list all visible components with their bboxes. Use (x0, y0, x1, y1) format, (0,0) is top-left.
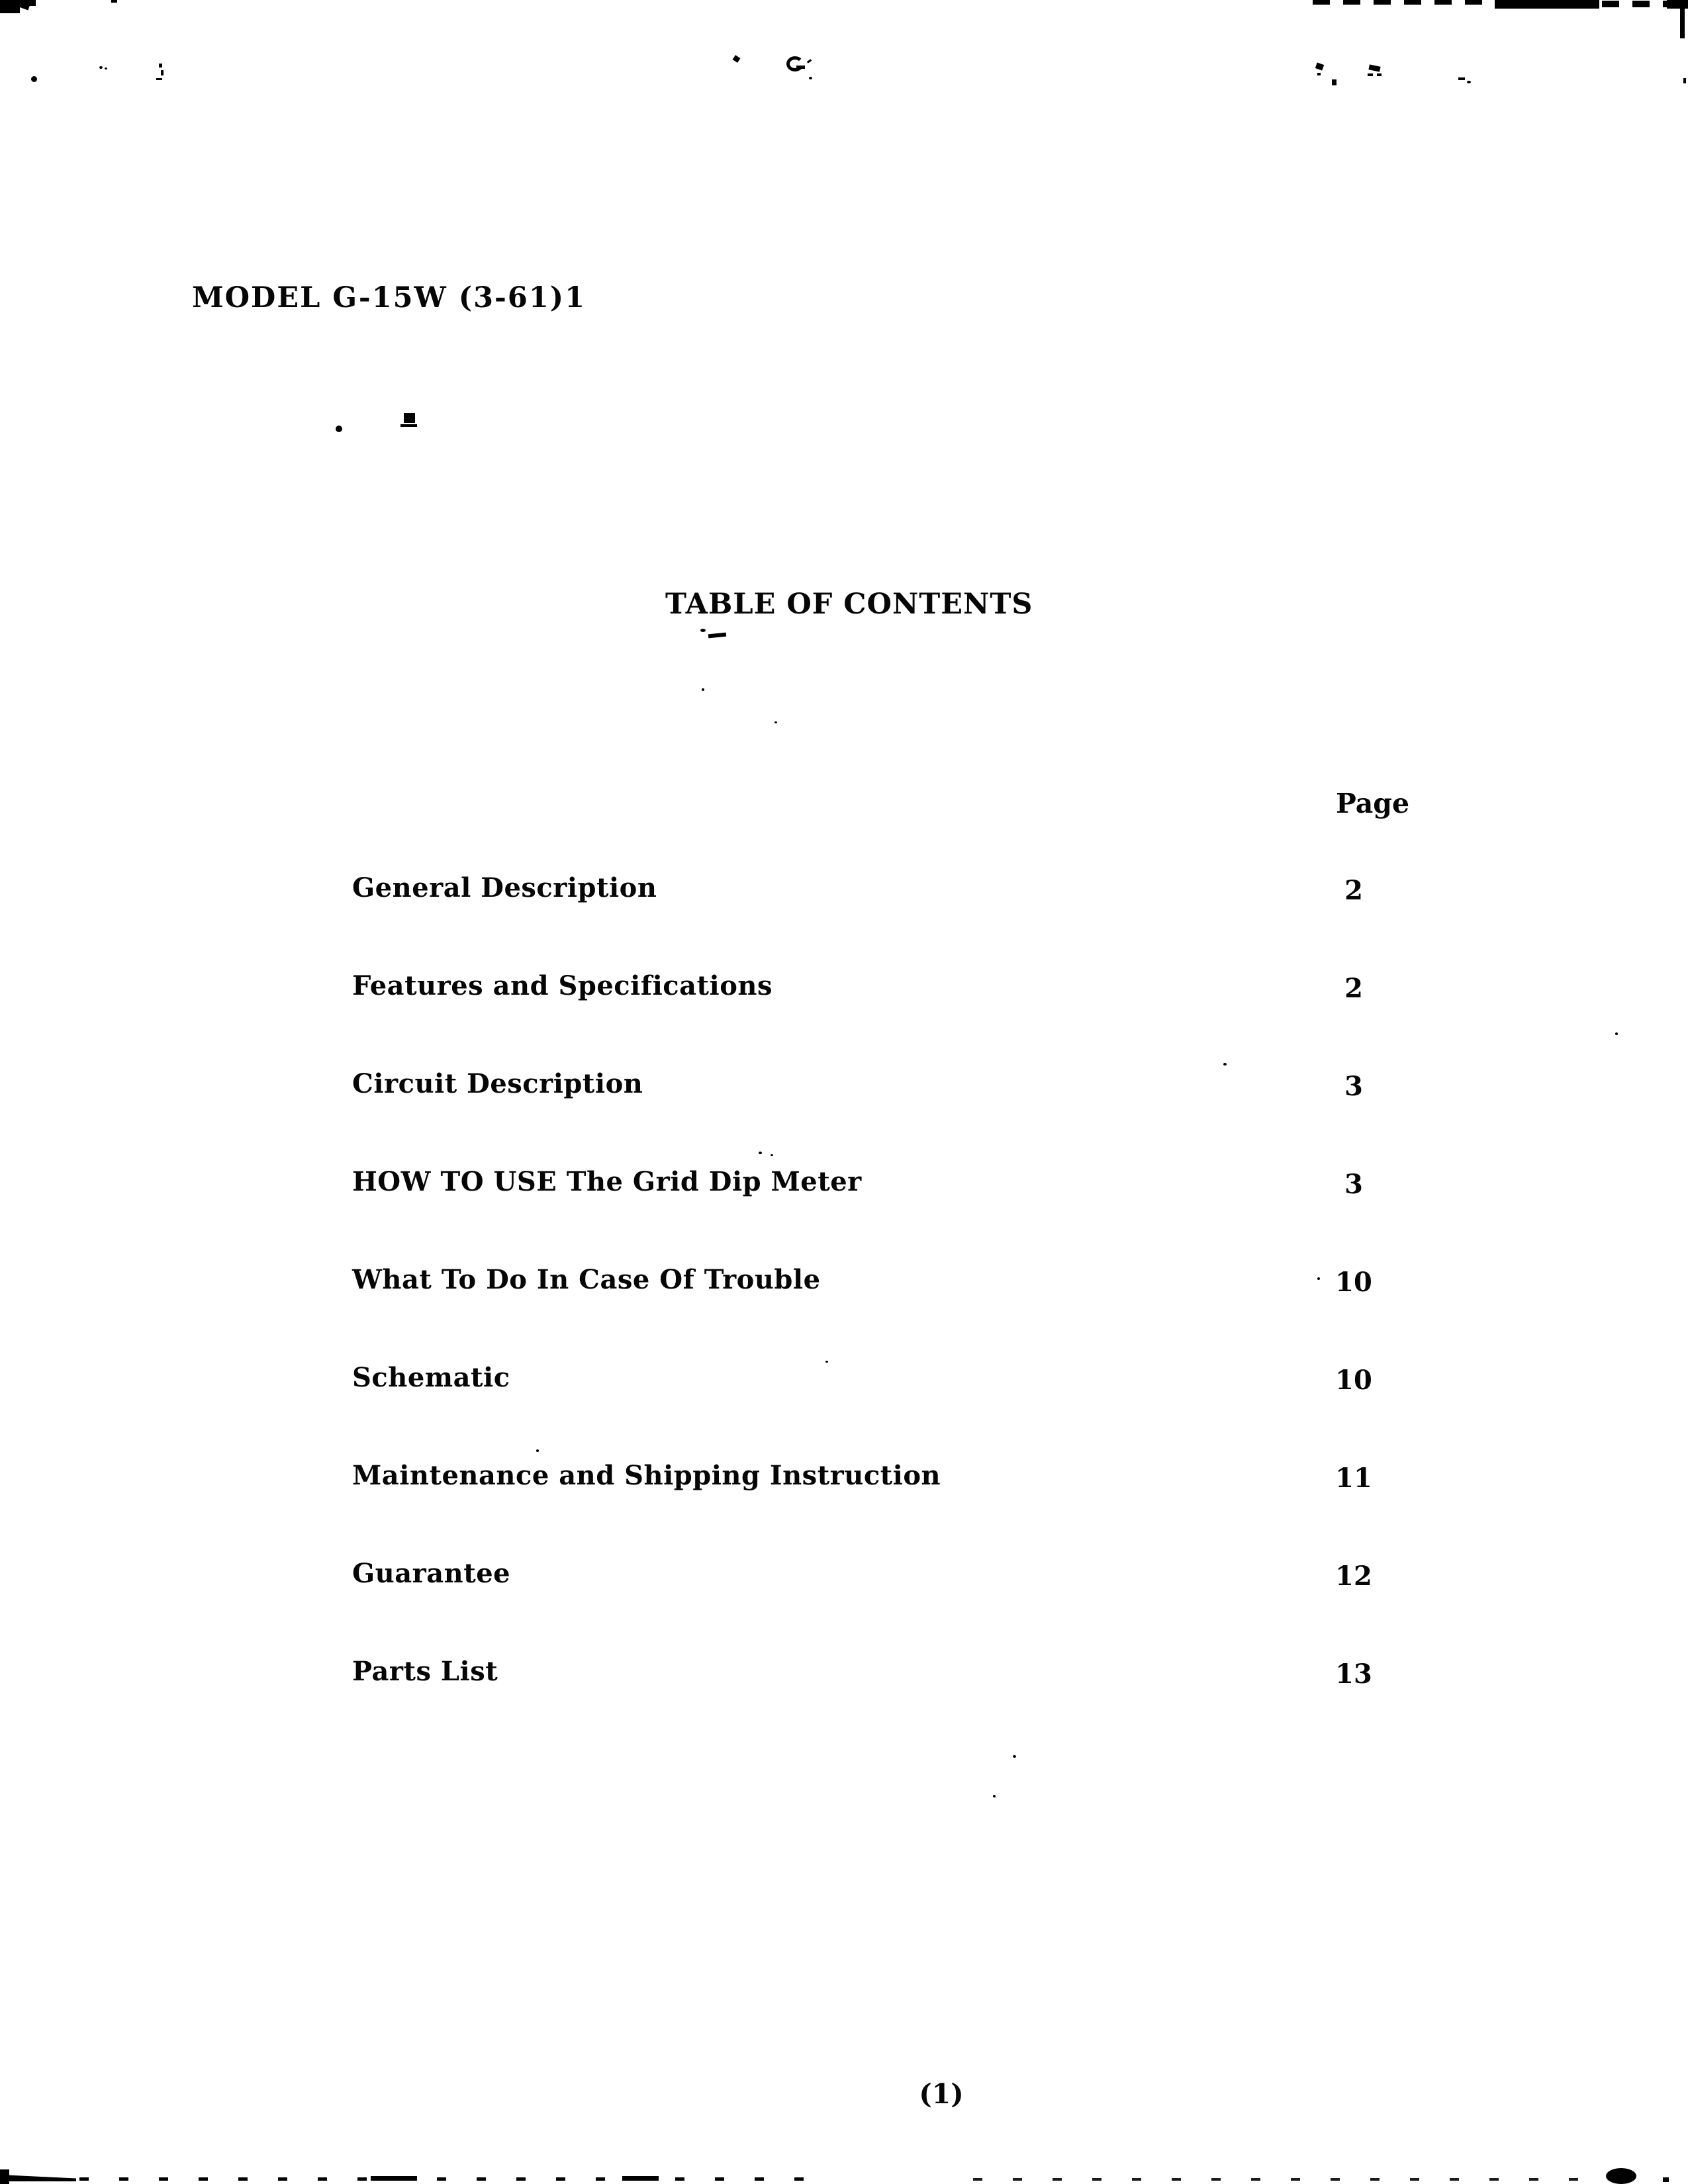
toc-entry-page: 13 (1335, 1659, 1372, 1690)
scan-artifact (1495, 0, 1599, 9)
toc-entry-title: Features and Specifications (352, 970, 773, 1001)
toc-entry-title: Guarantee (352, 1558, 511, 1589)
toc-entry-page: 3 (1344, 1071, 1363, 1102)
scan-artifact (825, 1361, 828, 1363)
scan-artifact (111, 0, 117, 3)
page-column-label: Page (1336, 788, 1410, 819)
toc-entry-page: 11 (1335, 1463, 1372, 1494)
toc-entry-page: 2 (1344, 973, 1363, 1004)
scan-artifact (336, 426, 342, 432)
scan-artifact (0, 5, 20, 13)
scan-artifact (1606, 2168, 1636, 2184)
scan-artifact (796, 66, 805, 69)
scan-artifact (973, 2178, 1589, 2181)
toc-entry (0, 1460, 1688, 1500)
scan-artifact (786, 56, 804, 71)
toc-entry-title: What To Do In Case Of Trouble (352, 1264, 821, 1295)
scan-artifact (105, 68, 107, 69)
toc-entry (0, 1362, 1688, 1402)
scan-artifact (1467, 81, 1471, 83)
toc-entry-title: Schematic (352, 1362, 510, 1393)
scan-artifact (161, 70, 164, 75)
scan-artifact (156, 78, 162, 80)
toc-entry-title: Maintenance and Shipping Instruction (352, 1460, 941, 1491)
toc-entry (0, 1166, 1688, 1206)
toc-entry-page: 2 (1344, 875, 1363, 906)
scan-artifact (1013, 1755, 1016, 1758)
scan-artifact (1377, 73, 1382, 76)
scan-artifact (1602, 1, 1668, 7)
scan-artifact (1458, 77, 1465, 80)
toc-entry-page: 10 (1335, 1267, 1372, 1298)
scan-artifact (79, 2177, 814, 2181)
scan-artifact (774, 721, 777, 723)
scan-artifact (809, 77, 812, 79)
scan-artifact (771, 1154, 773, 1156)
scan-artifact (622, 2176, 659, 2181)
scan-artifact (1667, 0, 1688, 9)
scan-artifact (1332, 79, 1336, 85)
toc-entry-page: 3 (1344, 1169, 1363, 1200)
scan-artifact (759, 1152, 762, 1154)
scan-artifact (1615, 1032, 1618, 1035)
toc-entry (0, 970, 1688, 1010)
footer-page-number: (1) (919, 2078, 964, 2110)
toc-entry (0, 1068, 1688, 1108)
toc-entry-title: Circuit Description (352, 1068, 643, 1099)
page-title: TABLE OF CONTENTS (665, 588, 1033, 621)
toc-entry-page: 12 (1335, 1561, 1372, 1592)
scan-artifact (1368, 73, 1373, 76)
toc-entry-title: HOW TO USE The Grid Dip Meter (352, 1166, 862, 1197)
toc-entry-page: 10 (1335, 1365, 1372, 1396)
toc-entry (0, 1656, 1688, 1696)
toc-entry (0, 872, 1688, 912)
toc-entry (0, 1558, 1688, 1598)
toc-entry-title: General Description (352, 872, 657, 903)
scan-artifact (1317, 1277, 1320, 1280)
scan-artifact (400, 424, 417, 427)
toc-entry (0, 1264, 1688, 1304)
scan-artifact (1317, 73, 1321, 75)
scan-artifact (1223, 1063, 1227, 1066)
scan-artifact (1313, 0, 1491, 5)
scan-artifact (31, 76, 37, 82)
toc-entry-title: Parts List (352, 1656, 498, 1687)
scan-artifact (371, 2176, 417, 2181)
scan-artifact (1680, 7, 1685, 38)
scan-artifact (99, 66, 103, 69)
scan-artifact (1683, 78, 1686, 83)
scan-artifact (1663, 2177, 1669, 2182)
document-model-header: MODEL G-15W (3-61)1 (192, 281, 586, 314)
scan-artifact (702, 688, 704, 691)
scan-artifact (536, 1449, 539, 1452)
scan-artifact (993, 1795, 996, 1797)
scan-artifact (159, 64, 162, 68)
scan-artifact (404, 413, 415, 423)
scan-artifact (700, 629, 706, 632)
